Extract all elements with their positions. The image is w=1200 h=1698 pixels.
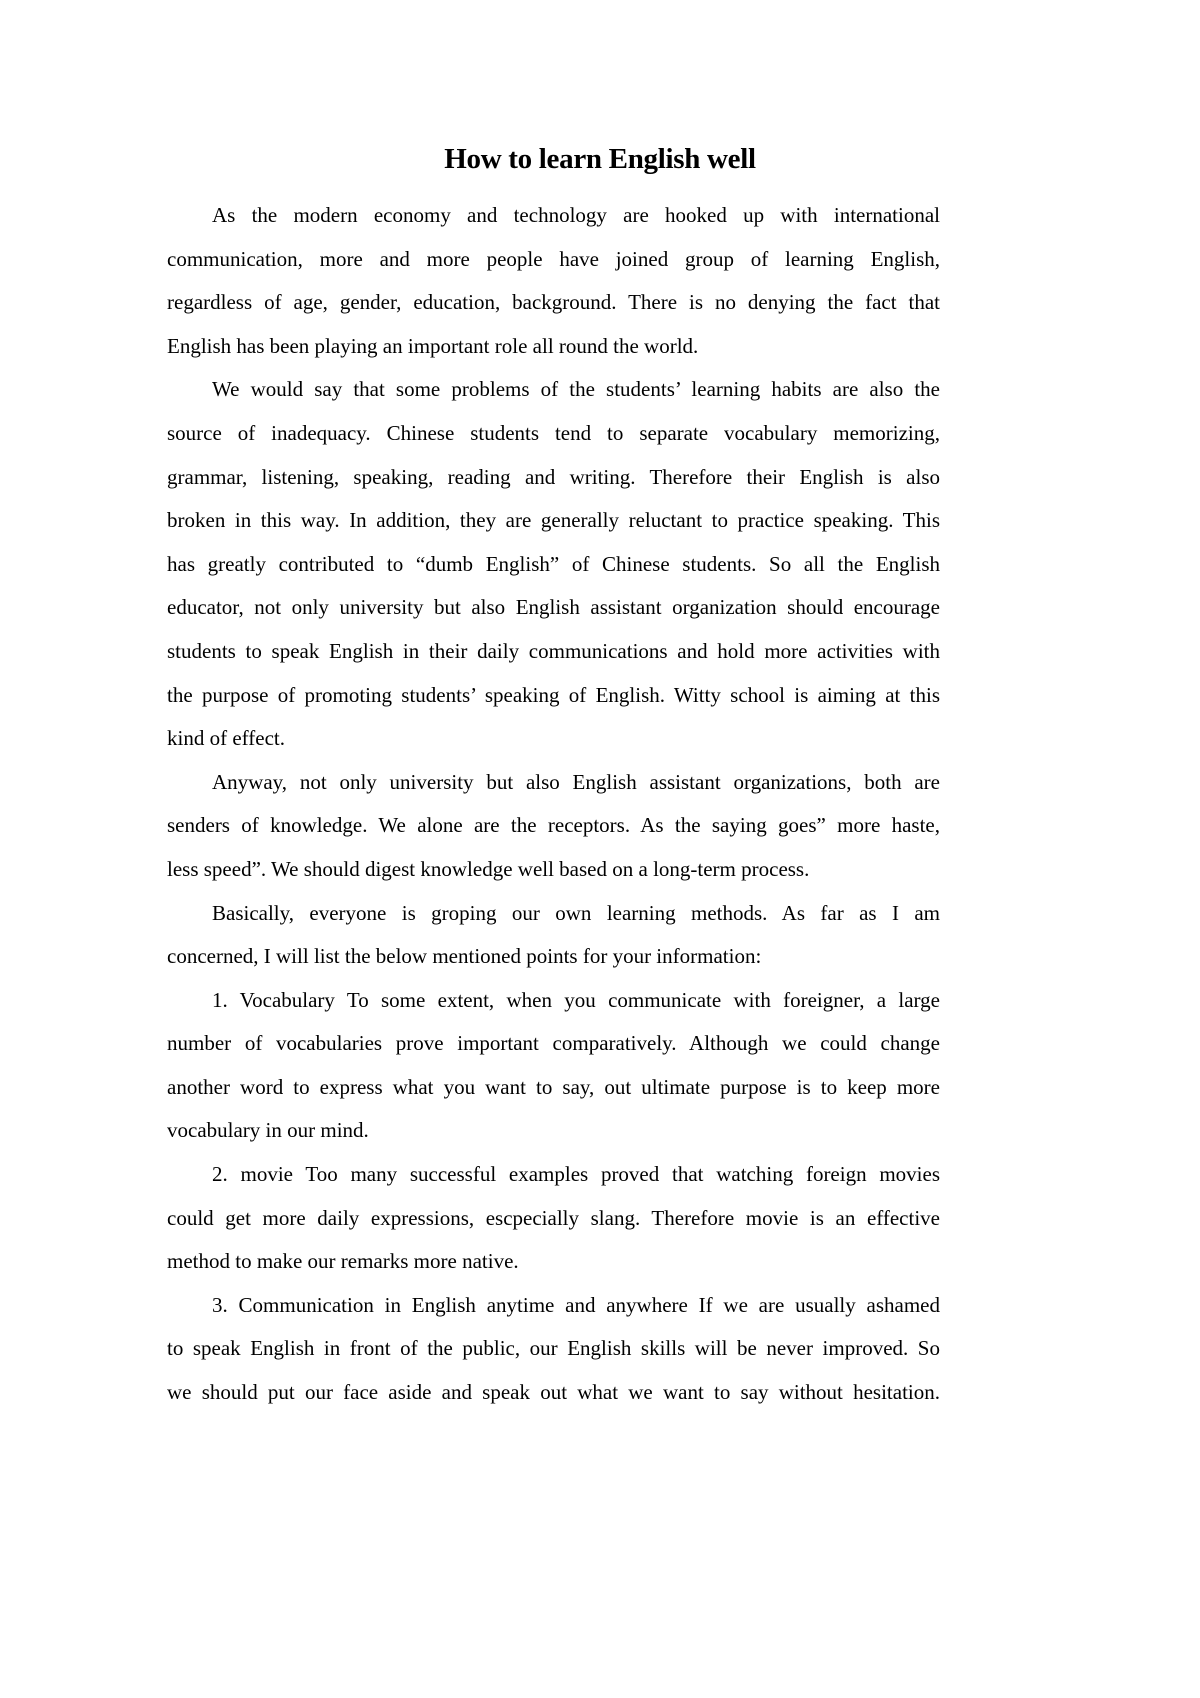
text-line: kind of effect. bbox=[167, 726, 285, 751]
text-line: we should put our face aside and speak out what we want to say without hesitation. bbox=[167, 1380, 940, 1405]
text-line: less speed”. We should digest knowledge well based on a long-term process. bbox=[167, 856, 810, 881]
list-item-movie bbox=[167, 1156, 940, 1287]
text-line: concerned, I will list the below mentioned points for your information: bbox=[167, 944, 762, 969]
text-line: students to speak English in their daily communications and hold more activities with bbox=[167, 638, 940, 663]
text-line: has greatly contributed to “dumb English” of Chinese students. So all the English bbox=[167, 551, 940, 576]
text-line: grammar, listening, speaking, reading and writing. Therefore their English is also bbox=[167, 464, 940, 489]
text-line: source of inadequacy. Chinese students tend to separate vocabulary memorizing, bbox=[167, 420, 940, 445]
text-line: 3. Communication in English anytime and anywhere If we are usually ashamed bbox=[212, 1292, 940, 1317]
list-item-vocabulary bbox=[167, 982, 940, 1156]
text-line: Basically, everyone is groping our own learning methods. As far as I am bbox=[212, 900, 940, 925]
text-line: the purpose of promoting students’ speaking of English. Witty school is aiming at this bbox=[167, 682, 940, 707]
text-line: to speak English in front of the public, our English skills will be never improved. So bbox=[167, 1336, 940, 1361]
text-line: 2. movie Too many successful examples proved that watching foreign movies bbox=[212, 1162, 940, 1187]
text-line: English has been playing an important role all round the world. bbox=[167, 333, 699, 358]
text-line: communication, more and more people have joined group of learning English, bbox=[167, 246, 940, 271]
text-line: regardless of age, gender, education, background. There is no denying the fact that bbox=[167, 290, 940, 315]
text-line: educator, not only university but also English assistant organization should encourage bbox=[167, 595, 940, 620]
text-line: Anyway, not only university but also English assistant organizations, both are bbox=[212, 769, 940, 794]
list-item-communication bbox=[167, 1287, 940, 1418]
paragraph-problems bbox=[167, 371, 940, 763]
text-line: senders of knowledge. We alone are the receptors. As the saying goes” more haste, bbox=[167, 813, 940, 838]
paragraph-knowledge bbox=[167, 764, 940, 895]
paragraph-methods bbox=[167, 895, 940, 982]
text-line: could get more daily expressions, escpecially slang. Therefore movie is an effective bbox=[167, 1205, 940, 1230]
text-line: another word to express what you want to say, out ultimate purpose is to keep more bbox=[167, 1074, 940, 1099]
text-line: We would say that some problems of the students’ learning habits are also the bbox=[212, 377, 940, 402]
text-line: 1. Vocabulary To some extent, when you communicate with foreigner, a large bbox=[212, 987, 940, 1012]
text-line: vocabulary in our mind. bbox=[167, 1118, 369, 1143]
text-line: broken in this way. In addition, they are generally reluctant to practice speaking. This bbox=[167, 508, 940, 533]
text-line: number of vocabularies prove important comparatively. Although we could change bbox=[167, 1031, 940, 1056]
document-title: How to learn English well bbox=[444, 143, 756, 175]
document-body bbox=[167, 197, 940, 1418]
text-line: As the modern economy and technology are hooked up with international bbox=[212, 203, 940, 227]
paragraph-intro bbox=[167, 197, 940, 371]
text-line: method to make our remarks more native. bbox=[167, 1249, 519, 1274]
